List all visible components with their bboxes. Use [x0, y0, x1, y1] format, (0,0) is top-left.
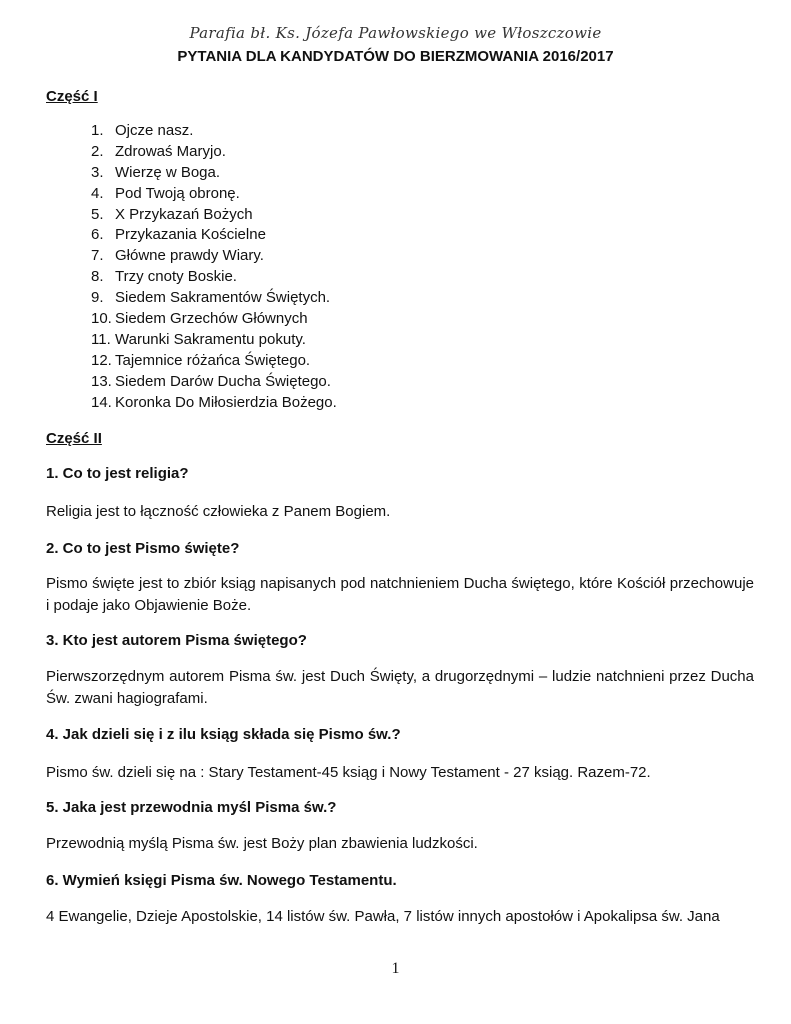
list-item-text: Zdrowaś Maryjo.: [115, 142, 226, 160]
list-item-number: 2.: [91, 142, 104, 160]
list-item-text: Główne prawdy Wiary.: [115, 247, 264, 265]
answer-1: Religia jest to łączność człowieka z Panem Bogiem.: [46, 503, 391, 520]
list-item-number: 1.: [91, 122, 104, 139]
question-5: 5. Jaka jest przewodnia myśl Pisma św.?: [46, 799, 337, 816]
list-item: [91, 121, 337, 142]
page-number: 1: [391, 960, 400, 977]
list-item: [91, 309, 337, 330]
list-item: [91, 246, 337, 267]
list-item: [91, 142, 337, 163]
list-item-number: 12.: [91, 351, 112, 369]
question-2: 2. Co to jest Pismo święte?: [46, 540, 240, 557]
list-item-text: Wierzę w Boga.: [115, 163, 221, 181]
answer-6: 4 Ewangelie, Dzieje Apostolskie, 14 listów św. Pawła, 7 listów innych apostołów i Apokalipsa św. Jana: [46, 908, 720, 925]
list-item-number: 4.: [91, 184, 104, 202]
question-6: 6. Wymień księgi Pisma św. Nowego Testamentu.: [46, 872, 397, 889]
question-4: 4. Jak dzieli się i z ilu ksiąg składa się Pismo św.?: [46, 726, 401, 743]
list-item-number: 7.: [91, 247, 104, 265]
list-item-text: Przykazania Kościelne: [115, 226, 266, 244]
answer-2: Pismo święte jest to zbiór ksiąg napisanych pod natchnieniem Ducha świętego, które Kościół przechowuje i podaje jako Objawienie Boże.: [46, 575, 754, 614]
list-item-number: 11.: [91, 330, 111, 348]
list-item: [91, 330, 337, 351]
list-item-text: Ojcze nasz.: [115, 122, 194, 139]
list-item-text: Siedem Darów Ducha Świętego.: [115, 372, 331, 390]
list-item: [91, 393, 337, 414]
answer-5: Przewodnią myślą Pisma św. jest Boży plan zbawienia ludzkości.: [46, 835, 478, 852]
list-item-text: Koronka Do Miłosierdzia Bożego.: [115, 393, 337, 411]
list-item: [91, 288, 337, 309]
list-item-text: Warunki Sakramentu pokuty.: [115, 330, 306, 348]
prayer-list: [91, 121, 337, 413]
list-item-text: Siedem Sakramentów Świętych.: [115, 289, 331, 307]
list-item-number: 10.: [91, 310, 112, 328]
list-item: [91, 184, 337, 205]
list-item: [91, 163, 337, 184]
answer-4: Pismo św. dzieli się na : Stary Testament-45 ksiąg i Nowy Testament - 27 ksiąg. Razem-72.: [46, 764, 651, 781]
list-item-text: Siedem Grzechów Głównych: [115, 310, 308, 328]
list-item-text: Pod Twoją obronę.: [115, 184, 240, 202]
list-item-text: Tajemnice różańca Świętego.: [115, 351, 311, 369]
list-item-number: 14.: [91, 393, 112, 411]
list-item: [91, 351, 337, 372]
list-item-text: X Przykazań Bożych: [115, 205, 253, 223]
list-item-number: 8.: [91, 268, 104, 286]
part-1-heading: Część I: [46, 88, 98, 105]
list-item-text: Trzy cnoty Boskie.: [115, 268, 237, 286]
question-1: 1. Co to jest religia?: [46, 465, 189, 482]
parish-header: Parafia bł. Ks. Józefa Pawłowskiego we Włoszczowie: [189, 24, 602, 42]
list-item-number: 13.: [91, 372, 112, 390]
question-3: 3. Kto jest autorem Pisma świętego?: [46, 632, 307, 649]
list-item: [91, 372, 337, 393]
list-item: [91, 267, 337, 288]
list-item-number: 6.: [91, 226, 104, 244]
answer-3: Pierwszorzędnym autorem Pisma św. jest Duch Święty, a drugorzędnymi – ludzie natchnieni przez Ducha Św. zwani hagiografami.: [46, 668, 754, 707]
list-item: [91, 205, 337, 226]
list-item-number: 5.: [91, 205, 104, 223]
document-title: PYTANIA DLA KANDYDATÓW DO BIERZMOWANIA 2016/2017: [177, 48, 614, 65]
part-2-heading: Część II: [46, 430, 102, 447]
list-item-number: 9.: [91, 289, 104, 307]
list-item-number: 3.: [91, 163, 104, 181]
list-item: [91, 225, 337, 246]
